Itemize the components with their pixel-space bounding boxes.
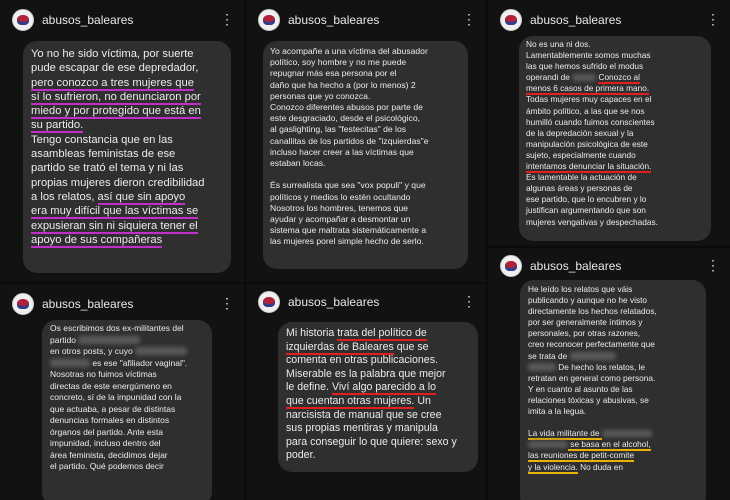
logo-icon bbox=[505, 261, 517, 271]
post-panel-3 bbox=[488, 0, 730, 246]
highlight-underline: Conozco al menos 6 casos de primera mano. bbox=[526, 72, 650, 94]
story-text: No es una ni dos. Lamentablemente somos muchas las que hemos sufrido el modus operandi de Conozco al menos 6 casos de primera mano. Todas mujeres muy capaces en el ámbito político, a las que se nos humilló cuando fuimos conscientes de la depredación sexual y la manipulación psicológica de este sujeto, especialmente cuando intentamos denunciar la situación. Es lamentable la actuación de algunas áreas y personas de ese partido, que lo encubren y lo justifican argumentando que son mujeres vengativas y despechadas. bbox=[526, 39, 658, 227]
post-panel-5 bbox=[246, 284, 486, 500]
more-options-icon[interactable]: ⋮ bbox=[462, 293, 476, 309]
highlight-underline: pero conozco a tres mujeres que sí lo sufrieron, no denunciaron por miedo y por protegido que está en su partido. bbox=[31, 76, 201, 132]
username[interactable]: abusos_baleares bbox=[530, 13, 622, 27]
avatar[interactable] bbox=[258, 9, 280, 31]
logo-icon bbox=[17, 299, 29, 309]
logo-icon bbox=[263, 297, 275, 307]
post-panel-2 bbox=[246, 0, 486, 282]
highlight-underline: Viví algo parecido a lo que cuentan otras mujeres. bbox=[286, 381, 436, 407]
highlight-underline: La vida militante de bbox=[528, 428, 602, 439]
story-bubble bbox=[278, 322, 478, 472]
story-bubble bbox=[42, 320, 212, 500]
username[interactable]: abusos_baleares bbox=[288, 13, 380, 27]
username[interactable]: abusos_baleares bbox=[288, 295, 380, 309]
avatar[interactable] bbox=[12, 9, 34, 31]
logo-icon bbox=[263, 15, 275, 25]
username[interactable]: abusos_baleares bbox=[530, 259, 622, 273]
more-options-icon[interactable]: ⋮ bbox=[706, 11, 720, 27]
avatar[interactable] bbox=[500, 9, 522, 31]
more-options-icon[interactable]: ⋮ bbox=[706, 257, 720, 273]
username[interactable]: abusos_baleares bbox=[42, 13, 134, 27]
redacted-name bbox=[602, 430, 652, 437]
redacted-name bbox=[572, 74, 596, 81]
story-bubble bbox=[263, 41, 468, 269]
story-text: Os escribimos dos ex-militantes del partido en otros posts, y cuyo es ese "afiliador vaginal". Nosotras no fuimos víctimas directas de este energúmeno en concreto, sí de la impunidad con la que actuaba, a pesar de distintas denuncias formales en distintos órganos del partido. Ante esta impunidad, incluso dentro del área feminista, decidimos dejar el partido. Qué podemos decir bbox=[50, 323, 188, 471]
story-text: Yo acompañe a una víctima del abusador político, soy hombre y no me puede repugnar más esa persona por el daño que ha hecho a (por lo menos) 2 personas que yo conozca. Conozco diferentes abusos por parte de este desgraciado, desde el psicológico, al gaslighting, las "festecitas" de los canallitas de los partidos de "izquierdas"e incluso hacer creer a las víctimas que estaban locas. És surrealista que sea "vox populi" y que políticos y medios lo estén ocultando Nosotros los hombres, tenemos que ayudar y acompañar a desmontar un sistema que maltrata sistemáticamente a las mujeres porel simple hecho de serlo. bbox=[270, 46, 429, 247]
story-text: Mi historia trata del político de izquierdas de Baleares que se comenta en otras publicaciones. Miserable es la palabra que mejor le define. Viví algo parecido a lo que cuentan otras mujeres. Un narcisista de manual que se cree sus propias mentiras y manipula para conseguir lo que quiere: sexo y poder. bbox=[286, 327, 457, 462]
more-options-icon[interactable]: ⋮ bbox=[220, 11, 234, 27]
highlight-underline: intentamos denunciar la situación. bbox=[526, 161, 652, 172]
more-options-icon[interactable]: ⋮ bbox=[462, 11, 476, 27]
logo-icon bbox=[505, 15, 517, 25]
post-panel-6 bbox=[488, 248, 730, 500]
redacted-name bbox=[528, 363, 556, 370]
highlight-underline: se basa en el alcohol, las reuniones de petit-comite y la violencia. bbox=[528, 439, 651, 472]
post-header bbox=[0, 284, 244, 324]
more-options-icon[interactable]: ⋮ bbox=[220, 295, 234, 311]
avatar[interactable] bbox=[258, 291, 280, 313]
username[interactable]: abusos_baleares bbox=[42, 297, 134, 311]
highlight-underline: trata del político de izquierdas de Baleares bbox=[286, 327, 427, 353]
redacted-name bbox=[50, 359, 90, 367]
post-header bbox=[488, 0, 730, 40]
story-text: Yo no he sido víctima, por suerte pude escapar de ese depredador, pero conozco a tres mujeres que sí lo sufrieron, no denunciaron por miedo y por protegido que está en su partido. Tengo constancia que en las asambleas feministas de ese partido se trató el tema y ni las propias mujeres dieron credibilidad a los relatos, así que sin apoyo era muy difícil que las víctimas se expusieran sin ni siquiera tener el apoyo de sus compañeras bbox=[31, 48, 205, 246]
post-header bbox=[0, 0, 244, 40]
logo-icon bbox=[17, 15, 29, 25]
story-text: He leído los relatos que váis publicando y aunque no he visto directamente los hechos relatados, por ser generalmente íntimos y personales, por otras razones, creo reconocer perfectamente que se trata de De hecho los relatos, le retratan en general como persona. Y en cuanto al asunto de las relaciones tóxicas y abusivas, se imita a la legua. La vida militante de se basa en el alcohol, las reuniones de petit-comite y la violencia. No duda en bbox=[528, 284, 657, 472]
redacted-name bbox=[570, 352, 616, 359]
avatar[interactable] bbox=[500, 255, 522, 277]
story-bubble bbox=[519, 36, 711, 241]
post-panel-4 bbox=[0, 284, 244, 500]
story-bubble bbox=[23, 41, 231, 273]
post-header bbox=[246, 0, 486, 40]
highlight-underline: así que sin apoyo era muy difícil que las víctimas se expusieran sin ni siquiera tener el apoyo de sus compañeras bbox=[31, 190, 199, 246]
story-bubble bbox=[520, 280, 706, 500]
post-panel-1 bbox=[0, 0, 244, 282]
redacted-name bbox=[528, 441, 568, 448]
redacted-name bbox=[135, 347, 187, 355]
post-header bbox=[246, 284, 486, 322]
avatar[interactable] bbox=[12, 293, 34, 315]
redacted-name bbox=[78, 336, 140, 344]
